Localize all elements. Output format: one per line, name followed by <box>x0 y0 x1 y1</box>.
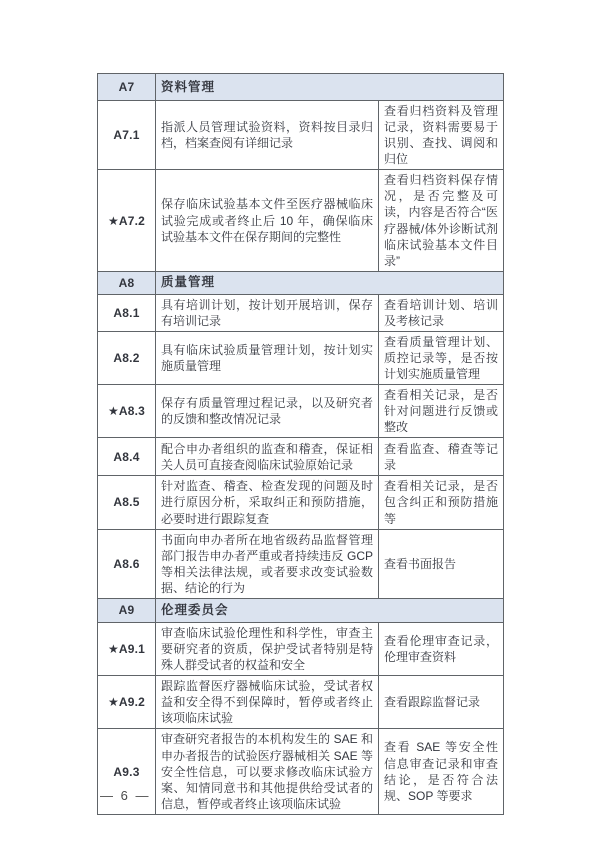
table-row <box>98 676 504 729</box>
section-code: A7 <box>98 74 156 101</box>
table-row <box>98 385 504 438</box>
row-code: A8.1 <box>98 294 156 331</box>
table-row <box>98 622 504 675</box>
row-check-method: 查看 SAE 等安全性信息审查记录和审查结论，是否符合法规、SOP 等要求 <box>379 729 504 814</box>
row-check-method: 查看归档资料保存情况，是否完整及可读，内容是否符合“医疗器械/体外诊断试剂临床试验基本文件目录” <box>379 170 504 271</box>
row-description: 保存临床试验基本文件至医疗器械临床试验完成或者终止后 10 年，确保临床试验基本文件在保存期间的完整性 <box>156 170 379 271</box>
table-row <box>98 101 504 170</box>
row-description: 审查临床试验伦理性和科学性，审查主要研究者的资质，保护受试者特别是特殊人群受试者的权益和安全 <box>156 622 379 675</box>
table-row <box>98 729 504 814</box>
table-row <box>98 476 504 529</box>
row-code: ★A7.2 <box>98 170 156 271</box>
row-check-method: 查看伦理审查记录，伦理审查资料 <box>379 622 504 675</box>
row-description: 书面向申办者所在地省级药品监督管理部门报告申办者严重或者持续违反 GCP 等相关法律法规，或者要求改变试验数据、结论的行为 <box>156 529 379 598</box>
row-description: 针对监查、稽查、检查发现的问题及时进行原因分析，采取纠正和预防措施，必要时进行跟踪复查 <box>156 476 379 529</box>
row-description: 保存有质量管理过程记录，以及研究者的反馈和整改情况记录 <box>156 385 379 438</box>
row-description: 具有培训计划，按计划开展培训，保存有培训记录 <box>156 294 379 331</box>
page-number: — 6 — <box>100 788 151 803</box>
row-code: A8.2 <box>98 331 156 384</box>
row-code: A8.5 <box>98 476 156 529</box>
row-check-method: 查看质量管理计划、质控记录等，是否按计划实施质量管理 <box>379 331 504 384</box>
row-code: ★A8.3 <box>98 385 156 438</box>
row-description: 跟踪监督医疗器械临床试验，受试者权益和安全得不到保障时，暂停或者终止该项临床试验 <box>156 676 379 729</box>
section-row <box>98 598 504 622</box>
row-check-method: 查看监查、稽查等记录 <box>379 438 504 476</box>
section-code: A9 <box>98 598 156 622</box>
section-title: 质量管理 <box>156 271 504 294</box>
row-description: 具有临床试验质量管理计划，按计划实施质量管理 <box>156 331 379 384</box>
row-check-method: 查看书面报告 <box>379 529 504 598</box>
row-check-method: 查看相关记录，是否包含纠正和预防措施等 <box>379 476 504 529</box>
row-code: A8.4 <box>98 438 156 476</box>
row-code: A7.1 <box>98 101 156 170</box>
section-title: 资料管理 <box>156 74 504 101</box>
row-description: 审查研究者报告的本机构发生的 SAE 和申办者报告的试验医疗器械相关 SAE 等安全性信息，可以要求修改临床试验方案、知情同意书和其他提供给受试者的信息，暂停或者终止该项临床试验 <box>156 729 379 814</box>
row-code: A8.6 <box>98 529 156 598</box>
table-row <box>98 331 504 384</box>
table-row <box>98 294 504 331</box>
section-title: 伦理委员会 <box>156 598 504 622</box>
section-row <box>98 271 504 294</box>
row-check-method: 查看相关记录，是否针对问题进行反馈或整改 <box>379 385 504 438</box>
table-row <box>98 529 504 598</box>
inspection-table <box>97 73 504 815</box>
row-check-method: 查看归档资料及管理记录，资料需要易于识别、查找、调阅和归位 <box>379 101 504 170</box>
row-check-method: 查看培训计划、培训及考核记录 <box>379 294 504 331</box>
row-description: 配合申办者组织的监查和稽查，保证相关人员可直接查阅临床试验原始记录 <box>156 438 379 476</box>
row-code: A9.3 <box>98 729 156 814</box>
section-code: A8 <box>98 271 156 294</box>
section-row <box>98 74 504 101</box>
table-row <box>98 438 504 476</box>
row-description: 指派人员管理试验资料，资料按目录归档，档案查阅有详细记录 <box>156 101 379 170</box>
row-code: ★A9.1 <box>98 622 156 675</box>
row-code: ★A9.2 <box>98 676 156 729</box>
table-row <box>98 170 504 271</box>
row-check-method: 查看跟踪监督记录 <box>379 676 504 729</box>
